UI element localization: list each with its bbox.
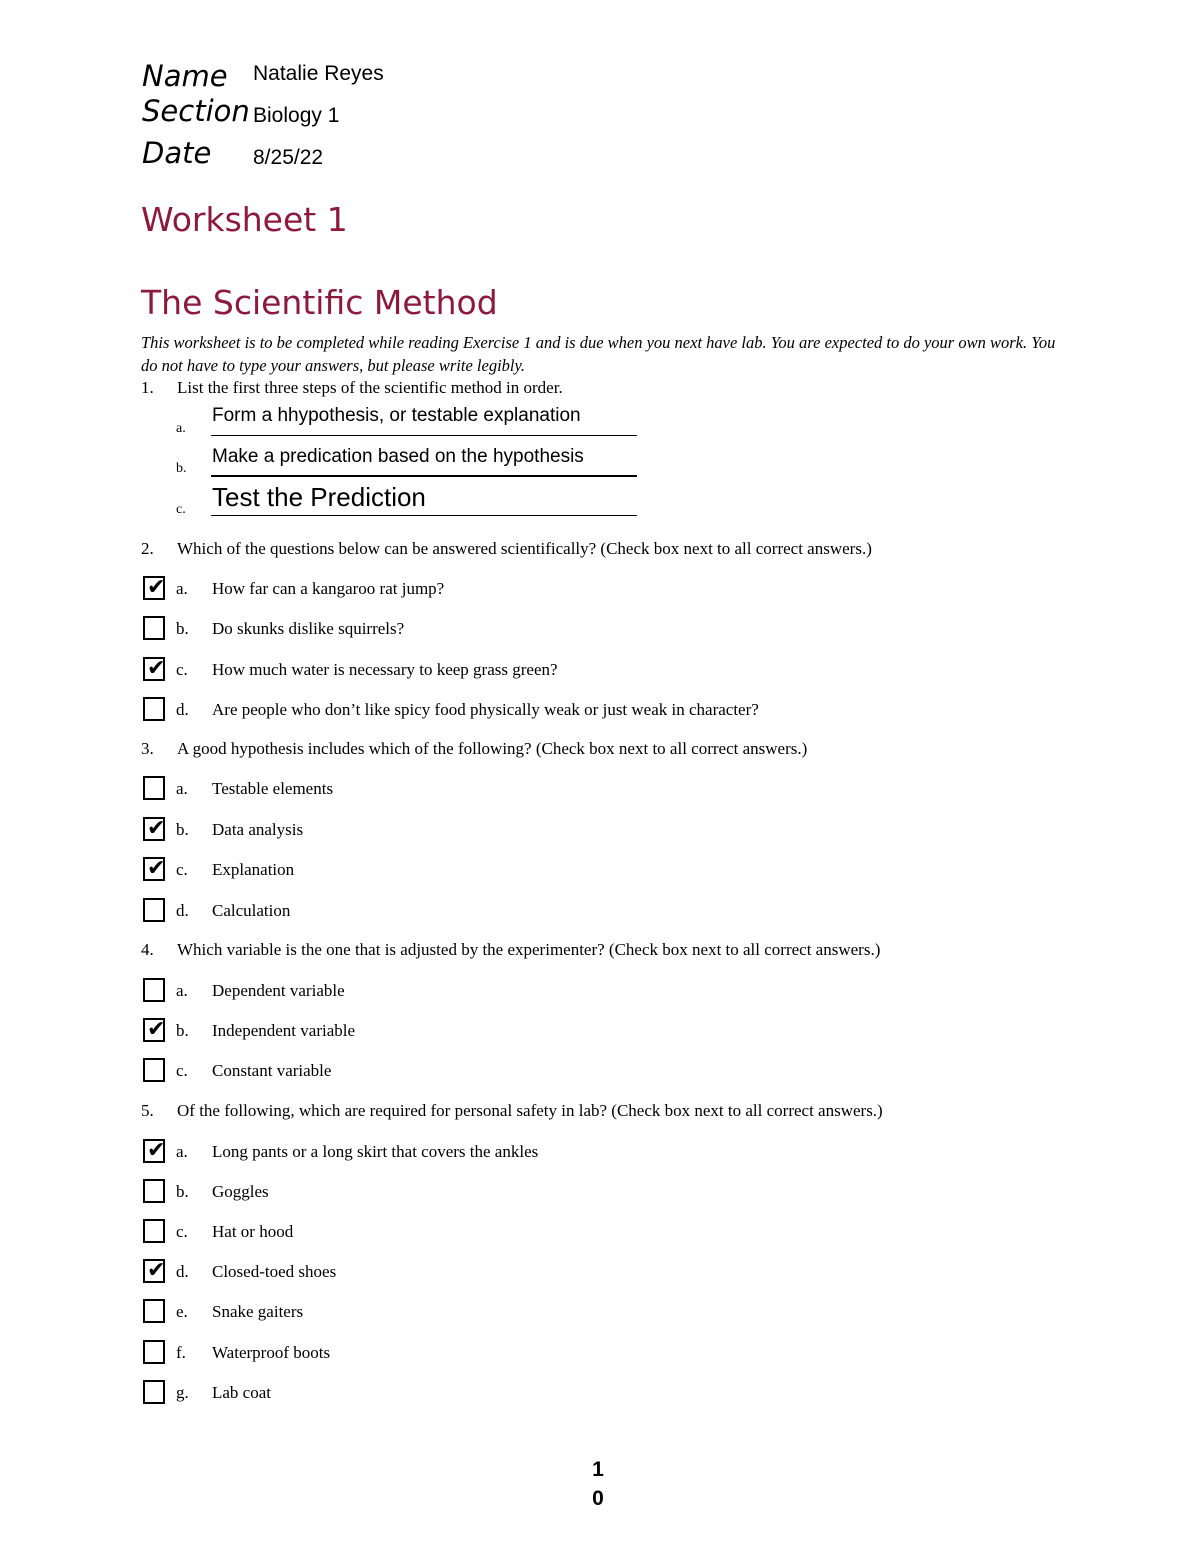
question-text: Of the following, which are required for personal safety in lab? (Check box next to all correct answers.) — [177, 1101, 883, 1120]
question-2 — [141, 538, 872, 560]
option-text: Independent variable — [212, 1021, 356, 1040]
answer-line — [211, 515, 637, 516]
checkbox-option[interactable] — [143, 817, 1043, 843]
date-value: 8/25/22 — [253, 146, 324, 169]
option-letter: d. — [176, 1262, 189, 1281]
option-text: Do skunks dislike squirrels? — [212, 619, 405, 638]
option-text: Constant variable — [212, 1061, 332, 1080]
checkbox-option[interactable] — [143, 1139, 1043, 1165]
question-5 — [141, 1100, 883, 1122]
question-4 — [141, 939, 880, 961]
checkbox[interactable] — [143, 898, 165, 922]
question-number: 2. — [141, 539, 154, 558]
answer-letter: b. — [176, 461, 187, 476]
option-letter: g. — [176, 1383, 189, 1402]
option-letter: c. — [176, 1061, 188, 1080]
checkbox[interactable] — [143, 857, 165, 881]
checkbox-option[interactable] — [143, 1219, 1043, 1245]
option-text: Explanation — [212, 860, 295, 879]
checkbox[interactable] — [143, 616, 165, 640]
checkbox[interactable] — [143, 657, 165, 681]
option-text: Dependent variable — [212, 981, 345, 1000]
checkbox[interactable] — [143, 1259, 165, 1283]
question-number: 1. — [141, 378, 154, 397]
option-text: How much water is necessary to keep grass green? — [212, 660, 558, 679]
question-1 — [141, 377, 563, 399]
checkbox-option[interactable] — [143, 1380, 1043, 1406]
option-text: Waterproof boots — [212, 1343, 331, 1362]
name-value: Natalie Reyes — [253, 62, 384, 85]
checkmark-icon: ✔ — [147, 575, 166, 600]
answer-letter: a. — [176, 421, 186, 436]
answer-line — [211, 435, 637, 436]
checkbox[interactable] — [143, 1058, 165, 1082]
option-letter: a. — [176, 579, 188, 598]
checkbox-option[interactable] — [143, 978, 1043, 1004]
option-text: Closed-toed shoes — [212, 1262, 337, 1281]
checkbox[interactable] — [143, 1299, 165, 1323]
answer-field[interactable]: Make a predication based on the hypothesis — [212, 446, 584, 467]
answer-field[interactable]: Form a hhypothesis, or testable explanation — [212, 405, 581, 426]
option-letter: a. — [176, 779, 188, 798]
option-letter: c. — [176, 660, 188, 679]
answer-letter: c. — [176, 502, 186, 517]
option-text: Goggles — [212, 1182, 269, 1201]
option-letter: e. — [176, 1302, 188, 1321]
section-title: The Scientific Method — [141, 283, 498, 322]
question-text: A good hypothesis includes which of the following? (Check box next to all correct answers.) — [177, 739, 808, 758]
checkbox-option[interactable] — [143, 898, 1043, 924]
option-letter: c. — [176, 860, 188, 879]
option-text: How far can a kangaroo rat jump? — [212, 579, 445, 598]
checkmark-icon: ✔ — [147, 1258, 166, 1283]
option-letter: b. — [176, 1021, 189, 1040]
option-text: Long pants or a long skirt that covers the ankles — [212, 1142, 539, 1161]
checkbox-option[interactable] — [143, 616, 1043, 642]
question-number: 3. — [141, 739, 154, 758]
question-text: List the first three steps of the scientific method in order. — [177, 378, 563, 397]
checkmark-icon: ✔ — [147, 856, 166, 881]
option-text: Lab coat — [212, 1383, 271, 1402]
checkbox[interactable] — [143, 1018, 165, 1042]
option-letter: b. — [176, 820, 189, 839]
checkbox-option[interactable] — [143, 576, 1043, 602]
checkbox[interactable] — [143, 697, 165, 721]
option-letter: a. — [176, 1142, 188, 1161]
option-text: Snake gaiters — [212, 1302, 304, 1321]
question-number: 5. — [141, 1101, 154, 1120]
option-text: Calculation — [212, 901, 291, 920]
checkbox[interactable] — [143, 978, 165, 1002]
option-text: Data analysis — [212, 820, 304, 839]
checkbox-option[interactable] — [143, 1340, 1043, 1366]
checkbox-option[interactable] — [143, 857, 1043, 883]
checkbox-option[interactable] — [143, 1018, 1043, 1044]
section-label: Section — [142, 94, 250, 128]
name-label: Name — [142, 59, 228, 93]
option-letter: b. — [176, 619, 189, 638]
option-letter: f. — [176, 1343, 186, 1362]
date-label: Date — [142, 136, 212, 170]
checkbox-option[interactable] — [143, 697, 1043, 723]
instructions: This worksheet is to be completed while reading Exercise 1 and is due when you next have lab. You are expected to do your own work. You do not have to type your answers, but please write legibly. — [141, 333, 1056, 375]
page-number-digit: 1 — [592, 1458, 604, 1481]
section-value: Biology 1 — [253, 104, 340, 127]
question-3 — [141, 738, 807, 760]
question-number: 4. — [141, 940, 154, 959]
option-letter: d. — [176, 901, 189, 920]
checkbox[interactable] — [143, 1380, 165, 1404]
checkmark-icon: ✔ — [147, 816, 166, 841]
checkbox[interactable] — [143, 1219, 165, 1243]
question-text: Which of the questions below can be answered scientifically? (Check box next to all correct answers.) — [177, 539, 872, 558]
worksheet-title: Worksheet 1 — [141, 200, 348, 239]
checkbox-option[interactable] — [143, 1259, 1043, 1285]
checkbox-option[interactable] — [143, 1299, 1043, 1325]
option-letter: c. — [176, 1222, 188, 1241]
checkbox[interactable] — [143, 1139, 165, 1163]
checkbox[interactable] — [143, 1179, 165, 1203]
checkbox-option[interactable] — [143, 657, 1043, 683]
checkmark-icon: ✔ — [147, 656, 166, 681]
page-number-digit: 0 — [592, 1487, 604, 1510]
answer-line — [211, 475, 637, 477]
question-text: Which variable is the one that is adjusted by the experimenter? (Check box next to all correct answers.) — [177, 940, 881, 959]
checkmark-icon: ✔ — [147, 1017, 166, 1042]
option-letter: b. — [176, 1182, 189, 1201]
checkmark-icon: ✔ — [147, 1138, 166, 1163]
option-letter: a. — [176, 981, 188, 1000]
checkbox-option[interactable] — [143, 1179, 1043, 1205]
checkbox[interactable] — [143, 817, 165, 841]
checkbox[interactable] — [143, 1340, 165, 1364]
checkbox[interactable] — [143, 576, 165, 600]
option-letter: d. — [176, 700, 189, 719]
option-text: Are people who don’t like spicy food physically weak or just weak in character? — [212, 700, 759, 719]
option-text: Hat or hood — [212, 1222, 294, 1241]
checkbox-option[interactable] — [143, 776, 1043, 802]
checkbox-option[interactable] — [143, 1058, 1043, 1084]
option-text: Testable elements — [212, 779, 334, 798]
answer-field[interactable]: Test the Prediction — [212, 482, 426, 512]
checkbox[interactable] — [143, 776, 165, 800]
